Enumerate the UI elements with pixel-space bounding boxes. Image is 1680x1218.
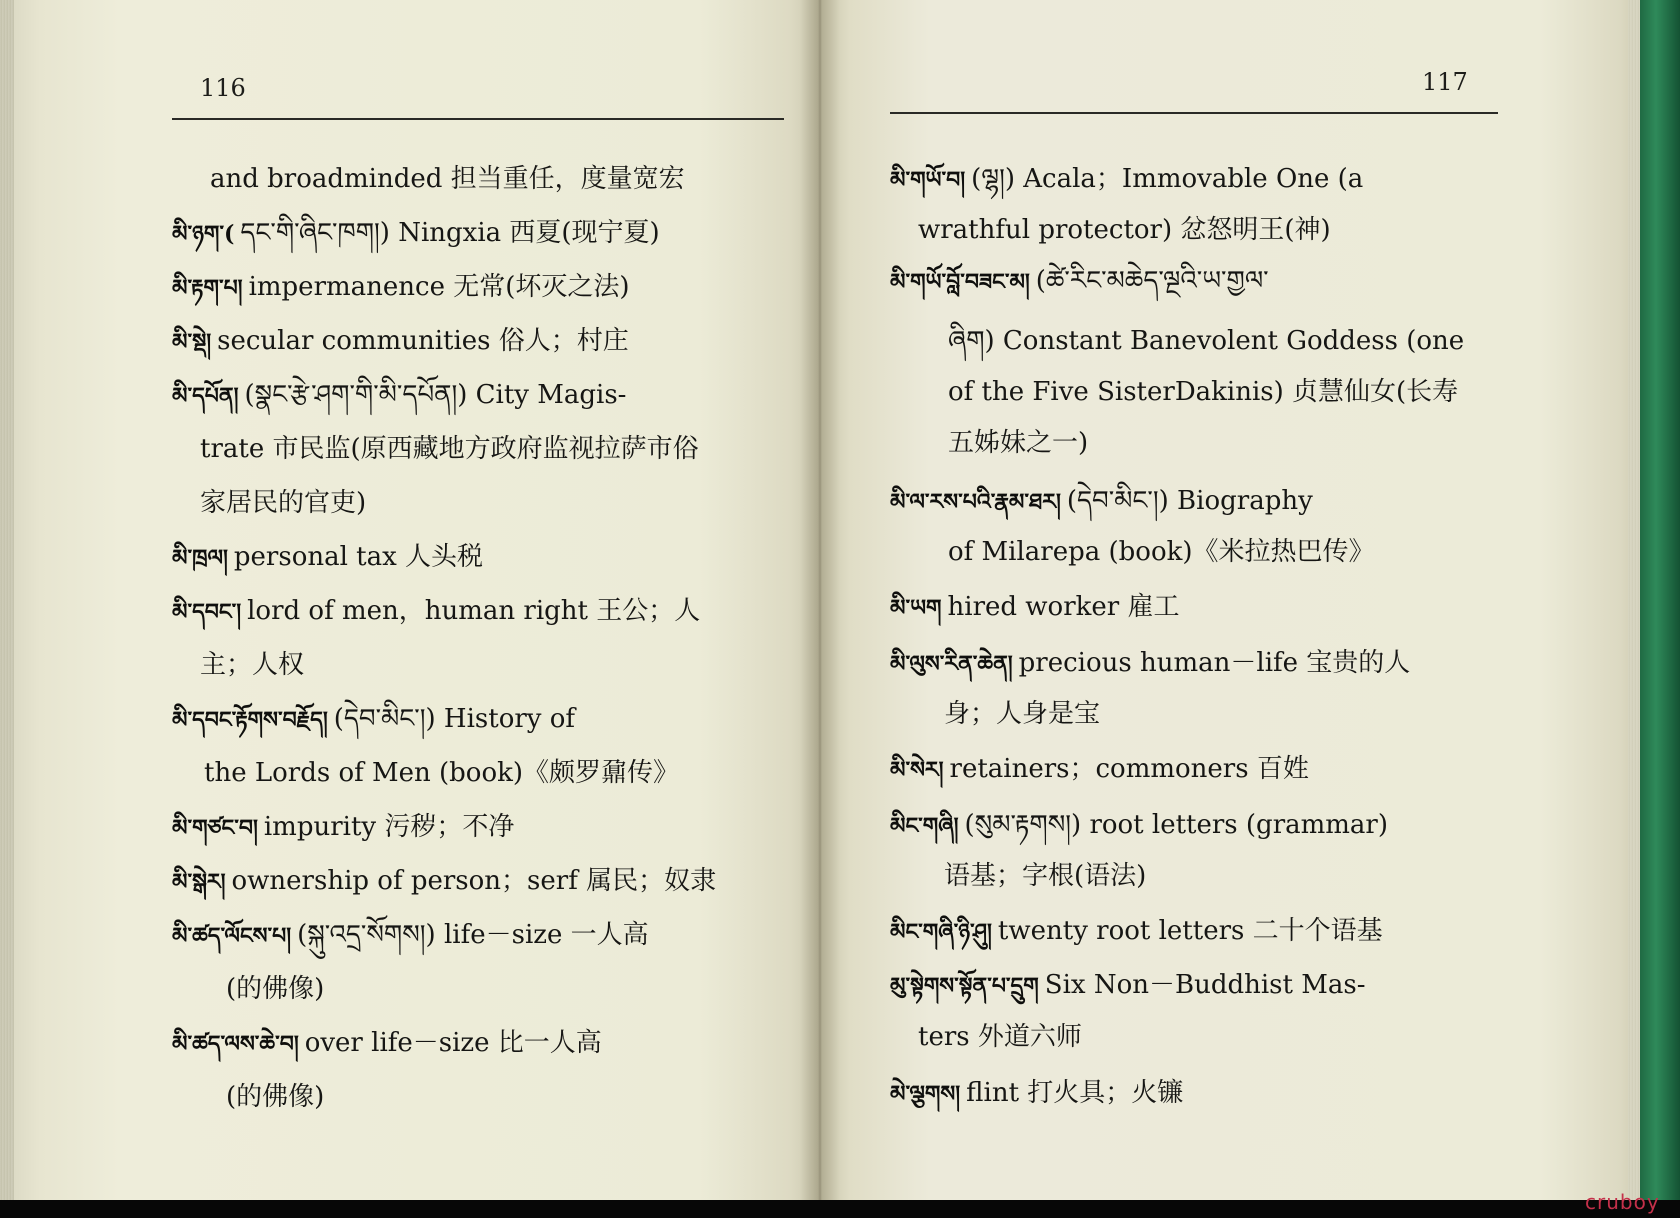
entry-line	[948, 375, 1458, 409]
entry-text: secular communities 俗人；村庄	[217, 326, 629, 356]
entry-text: ownership of person；serf 属民；奴隶	[231, 866, 717, 896]
entry-line	[172, 540, 483, 575]
entry-text: (སུམ་རྟགས།) root letters (grammar)	[964, 810, 1389, 840]
entry-line	[172, 1026, 602, 1061]
tibetan-headword: མི་སེར།	[890, 757, 944, 783]
tibetan-headword: མི་གཙང་བ།	[172, 815, 258, 841]
entry-line	[200, 648, 304, 682]
entry-text: (的佛像)	[226, 1082, 325, 1112]
entry-text: precious human－life 宝贵的人	[1018, 648, 1411, 678]
tibetan-headword: མི་ཚད་ལས་ཆེ་བ།	[172, 1031, 299, 1057]
entry-text: 身；人身是宝	[944, 699, 1101, 729]
entry-line	[890, 264, 1269, 299]
tibetan-headword: མིང་གཞི་ཉི་ཤུ།	[890, 919, 992, 945]
entry-text: (དེབ་མིང་།) Biography	[1066, 486, 1313, 516]
left-header-rule	[172, 118, 784, 120]
tibetan-headword: མི་ཉག་(	[172, 221, 235, 247]
entry-line	[918, 213, 1331, 247]
entry-line	[226, 1080, 324, 1114]
tibetan-headword: མི་ཡག	[890, 595, 942, 621]
entry-line	[890, 484, 1313, 519]
entry-line	[226, 972, 324, 1006]
entry-text: flint 打火具；火镰	[966, 1078, 1184, 1108]
entry-line	[890, 808, 1388, 843]
entry-text: (ཚེ་རིང་མཆེད་ལྔའི་ཡ་གྱལ་	[1035, 266, 1269, 296]
entry-text: དང་གི་ཞིང་ཁག།) Ningxia 西夏(现宁夏)	[240, 218, 660, 248]
tibetan-headword: མིང་གཞི།	[890, 813, 959, 839]
entry-text: ters 外道六师	[918, 1022, 1082, 1052]
right-page-number: 117	[1422, 68, 1468, 96]
entry-line	[890, 1076, 1183, 1111]
entry-line	[890, 752, 1309, 787]
entry-line	[890, 646, 1410, 681]
entry-line	[948, 535, 1375, 569]
entry-text: the Lords of Men (book)《颇罗鼐传》	[204, 758, 679, 788]
entry-text: ཞིག) Constant Banevolent Goddess (one	[948, 326, 1465, 356]
entry-line	[890, 590, 1179, 625]
tibetan-headword: མི་རྟག་པ།	[172, 275, 243, 301]
entry-line	[172, 270, 630, 305]
entry-text: (的佛像)	[226, 974, 325, 1004]
left-page-number: 116	[200, 74, 246, 102]
entry-text: (དེབ་མིང་།) History of	[333, 704, 576, 734]
entry-line	[172, 378, 626, 413]
entry-text: 家居民的官吏)	[200, 488, 367, 518]
tibetan-headword: མི་ཚད་ལོངས་པ།	[172, 923, 292, 949]
tibetan-headword: མི་གཡོ་བ།	[890, 167, 966, 193]
entry-line	[172, 864, 716, 899]
tibetan-headword: མི་སྡེ།	[172, 329, 212, 355]
entry-text: impurity 污秽；不净	[263, 812, 515, 842]
entry-line	[944, 859, 1146, 893]
entry-text: 五姊妹之一)	[948, 428, 1089, 458]
tibetan-headword: མི་དཔོན།	[172, 383, 239, 409]
tibetan-headword: མི་གཡོ་བློ་བཟང་མ།	[890, 269, 1030, 295]
watermark: cruboy	[1585, 1190, 1660, 1214]
entry-text: (སྣང་རྩེ་ཤག་གི་མི་དཔོན།) City Magis-	[244, 380, 627, 410]
entry-line	[200, 432, 699, 466]
entry-line	[172, 324, 629, 359]
entry-line	[948, 426, 1088, 460]
tibetan-headword: མི་སྒེར།	[172, 869, 226, 895]
entry-text: twenty root letters 二十个语基	[997, 916, 1383, 946]
entry-line	[890, 162, 1363, 197]
entry-line	[890, 914, 1383, 949]
entry-line	[948, 324, 1464, 358]
entry-text: trate 市民监(原西藏地方政府监视拉萨市俗	[200, 434, 699, 464]
entry-text: of the Five SisterDakinis) 贞慧仙女(长寿	[948, 377, 1459, 407]
entry-line	[204, 756, 679, 790]
tibetan-headword: མི་ཁྲལ།	[172, 545, 228, 571]
entry-text: wrathful protector) 忿怒明王(神)	[918, 215, 1331, 245]
entry-line	[172, 810, 514, 845]
entry-line	[172, 918, 649, 953]
entry-text: personal tax 人头税	[233, 542, 484, 572]
entry-line	[172, 216, 660, 251]
entry-text: and broadminded 担当重任，度量宽宏	[210, 164, 685, 194]
entry-text: lord of men，human right 王公；人	[247, 596, 701, 626]
entry-text: impermanence 无常(坏灭之法)	[248, 272, 630, 302]
entry-text: 主；人权	[200, 650, 305, 680]
green-cover	[1640, 0, 1680, 1218]
entry-text: retainers；commoners 百姓	[949, 754, 1309, 784]
entry-line	[944, 697, 1100, 731]
entry-line	[204, 162, 685, 196]
tibetan-headword: མེ་ལྕགས།	[890, 1081, 961, 1107]
tibetan-headword: མུ་སྟེགས་སྟོན་པ་དྲུག	[890, 973, 1039, 999]
book-gutter	[800, 0, 840, 1200]
tibetan-headword: མི་དབང་།	[172, 599, 242, 625]
entry-text: Six Non－Buddhist Mas-	[1044, 970, 1366, 1000]
entry-text: (སྐུ་འདྲ་སོགས།) life－size 一人高	[297, 920, 649, 950]
entry-text: over life－size 比一人高	[304, 1028, 602, 1058]
right-header-rule	[890, 112, 1498, 114]
tibetan-headword: མི་དབང་རྟོགས་བརྗོད།	[172, 707, 328, 733]
tibetan-headword: མི་ལ་རས་པའི་རྣམ་ཐར།	[890, 489, 1061, 515]
entry-text: (ལྷ།) Acala；Immovable One (a	[971, 164, 1364, 194]
entry-text: hired worker 雇工	[947, 592, 1180, 622]
entry-line	[172, 702, 575, 737]
entry-line	[172, 594, 700, 629]
left-page-edges	[0, 0, 14, 1200]
tibetan-headword: མི་ལུས་རིན་ཆེན།	[890, 651, 1013, 677]
entry-text: of Milarepa (book)《米拉热巴传》	[948, 537, 1375, 567]
entry-text: 语基；字根(语法)	[944, 861, 1147, 891]
bottom-shadow	[0, 1200, 1680, 1218]
entry-line	[918, 1020, 1082, 1054]
entry-line	[200, 486, 366, 520]
entry-line	[890, 968, 1365, 1003]
